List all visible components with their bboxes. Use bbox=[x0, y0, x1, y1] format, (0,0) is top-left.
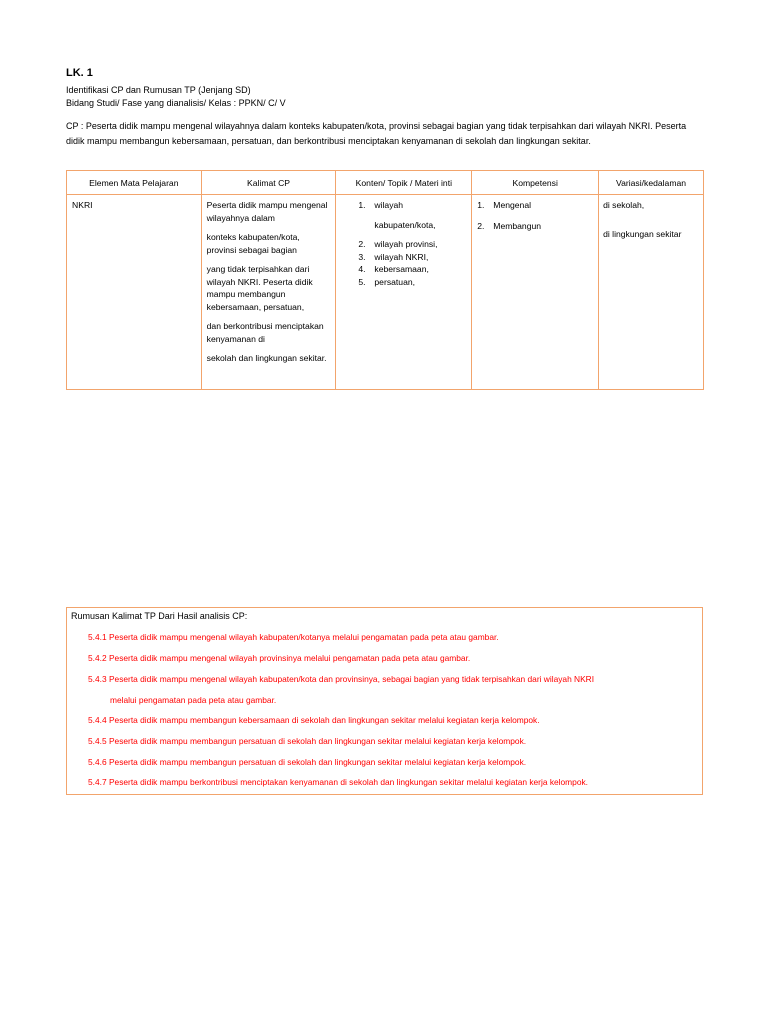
list-label: persatuan, bbox=[374, 276, 416, 287]
tp-item: 5.4.2 Peserta didik mampu mengenal wilayah provinsinya melalui pengamatan pada peta atau gambar. bbox=[88, 653, 471, 663]
list-item bbox=[477, 199, 593, 212]
kalimat-part: yang tidak terpisahkan dari wilayah NKRI. Peserta didik mampu membangun kebersamaan, persatuan, bbox=[206, 264, 313, 312]
kalimat-part: konteks kabupaten/kota, provinsi sebagai bagian bbox=[206, 232, 300, 255]
rumusan-tp-box bbox=[66, 607, 703, 795]
tp-item-continuation: melalui pengamatan pada peta atau gambar. bbox=[110, 695, 277, 705]
list-item bbox=[358, 238, 466, 251]
list-number: 2. bbox=[477, 220, 485, 231]
analysis-table bbox=[66, 170, 704, 390]
header-kalimat-cp: Kalimat CP bbox=[201, 171, 336, 195]
header-elemen: Elemen Mata Pelajaran bbox=[67, 171, 202, 195]
cell-elemen bbox=[67, 195, 202, 390]
subtitle-bidang-studi: Bidang Studi/ Fase yang dianalisis/ Kelas : PPKN/ C/ V bbox=[66, 98, 286, 108]
list-label: wilayah provinsi, bbox=[374, 239, 438, 249]
rumusan-title: Rumusan Kalimat TP Dari Hasil analisis CP: bbox=[71, 611, 248, 621]
tp-item: 5.4.3 Peserta didik mampu mengenal wilayah kabupaten/kota dan provinsinya, sebagai bagian yang tidak terpisahkan dari wilayah NKRI bbox=[88, 674, 595, 684]
list-item bbox=[477, 220, 593, 233]
header-kompetensi: Kompetensi bbox=[472, 171, 599, 195]
subtitle-identifikasi: Identifikasi CP dan Rumusan TP (Jenjang SD) bbox=[66, 85, 251, 95]
cp-paragraph: CP : Peserta didik mampu mengenal wilayahnya dalam konteks kabupaten/kota, provinsi sebagai bagian yang tidak terpisahkan dari wilayah NKRI. Peserta didik mampu membangun kebersamaan, persatuan, dan berkontribusi menciptakan kenyamanan di sekolah dan lingkungan sekitar. bbox=[66, 121, 687, 146]
list-item bbox=[358, 276, 466, 289]
kalimat-part: sekolah dan lingkungan sekitar. bbox=[206, 353, 327, 363]
list-item bbox=[358, 251, 466, 264]
list-item bbox=[358, 199, 466, 212]
cell-kalimat-cp bbox=[201, 195, 336, 390]
list-item bbox=[358, 263, 466, 276]
document-title: LK. 1 bbox=[66, 67, 93, 79]
list-number: 2. bbox=[358, 239, 366, 249]
tp-item: 5.4.1 Peserta didik mampu mengenal wilayah kabupaten/kotanya melalui pengamatan pada peta atau gambar. bbox=[88, 632, 499, 642]
list-number: 3. bbox=[358, 251, 366, 262]
list-label: wilayah NKRI, bbox=[374, 251, 429, 262]
cell-variasi bbox=[599, 195, 704, 390]
elemen-value: NKRI bbox=[72, 200, 93, 210]
tp-item: 5.4.5 Peserta didik mampu membangun persatuan di sekolah dan lingkungan sekitar melalui kegiatan kerja kelompok. bbox=[88, 736, 527, 746]
variasi-item: di sekolah, bbox=[603, 200, 645, 210]
list-number: 1. bbox=[477, 200, 485, 210]
tp-item: 5.4.7 Peserta didik mampu berkontribusi menciptakan kenyamanan di sekolah dan lingkungan sekitar melalui kegiatan kerja kelompok. bbox=[88, 777, 588, 787]
list-label: kabupaten/kota, bbox=[374, 219, 436, 230]
list-label: wilayah bbox=[374, 200, 404, 210]
header-konten: Konten/ Topik / Materi inti bbox=[336, 171, 472, 195]
tp-item: 5.4.6 Peserta didik mampu membangun persatuan di sekolah dan lingkungan sekitar melalui kegiatan kerja kelompok. bbox=[88, 757, 527, 767]
cell-kompetensi bbox=[472, 195, 599, 390]
list-number: 1. bbox=[358, 200, 366, 210]
tp-item: 5.4.4 Peserta didik mampu membangun kebersamaan di sekolah dan lingkungan sekitar melalui kegiatan kerja kelompok. bbox=[88, 715, 540, 725]
kalimat-part: dan berkontribusi menciptakan kenyamanan di bbox=[206, 321, 324, 344]
list-label: Membangun bbox=[493, 220, 542, 231]
header-variasi: Variasi/kedalaman bbox=[599, 171, 704, 195]
list-number: 4. bbox=[358, 264, 366, 274]
kalimat-part: Peserta didik mampu mengenal wilayahnya dalam bbox=[206, 200, 328, 223]
cell-konten bbox=[336, 195, 472, 390]
table-header-row bbox=[67, 171, 704, 195]
table-row bbox=[67, 195, 704, 390]
list-label: Mengenal bbox=[493, 200, 532, 210]
list-number: 5. bbox=[358, 276, 366, 287]
variasi-item: di lingkungan sekitar bbox=[603, 228, 682, 239]
list-label: kebersamaan, bbox=[374, 264, 429, 274]
list-item-continuation bbox=[358, 219, 466, 232]
